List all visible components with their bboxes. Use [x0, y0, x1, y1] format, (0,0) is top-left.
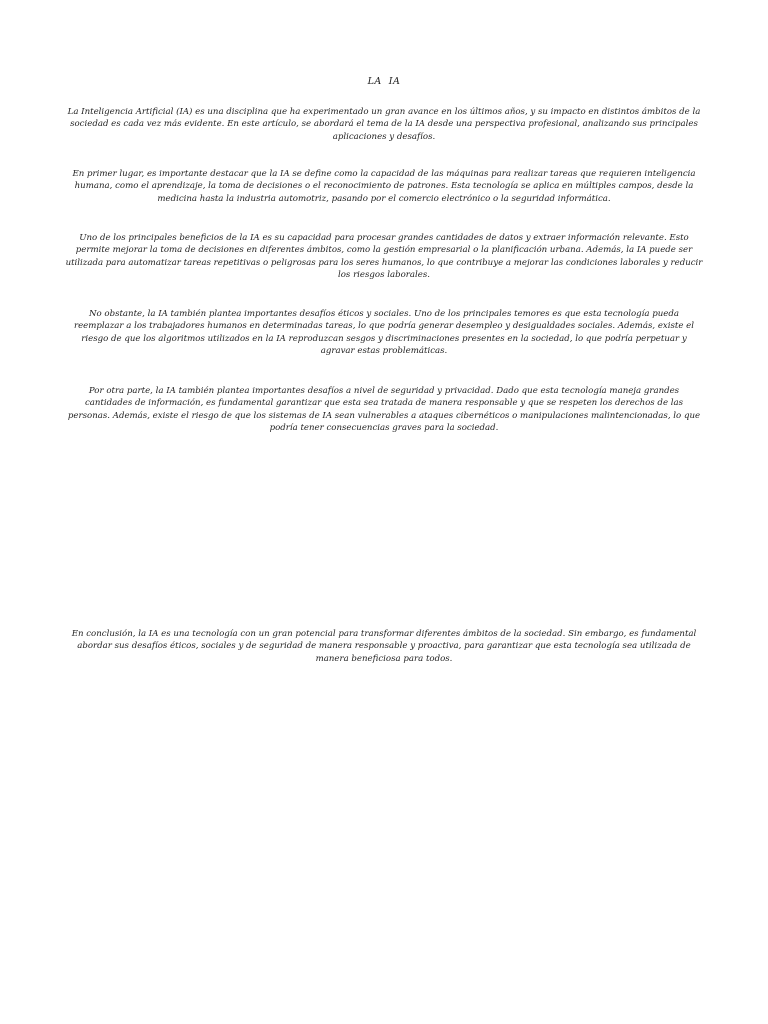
paragraph-definition: En primer lugar, es importante destacar que la IA se define como la capacidad de las máquinas para realizar tareas que requieren inteligencia humana, como el aprendizaje, la toma de decisiones o el reconocimiento de patrones. Esta tecnología se aplica en múltiples campos, desde la medicina hasta la industria automotriz, pasando por el comercio electrónico o la seguridad informática.: [72, 168, 696, 204]
paragraph-introduction: La Inteligencia Artificial (IA) es una disciplina que ha experimentado un gran avance en los últimos años, y su impacto en distintos ámbitos de la sociedad es cada vez más evidente. En este artículo, se abordará el tema de la IA desde una perspectiva profesional, analizando sus principales aplicaciones y desafíos.: [67, 106, 701, 142]
paragraph-conclusion: En conclusión, la IA es una tecnología con un gran potencial para transformar diferentes ámbitos de la sociedad. Sin embargo, es fundamental abordar sus desafíos éticos, sociales y de seguridad de manera responsable y proactiva, para garantizar que esta tecnología sea utilizada de manera beneficiosa para todos.: [71, 628, 697, 664]
paragraph-ethical-challenges: No obstante, la IA también plantea importantes desafíos éticos y sociales. Uno de los principales temores es que esta tecnología pueda reemplazar a los trabajadores humanos en determinadas tareas, lo que podría generar desempleo y desigualdades sociales. Además, existe el riesgo de que los algoritmos utilizados en la IA reproduzcan sesgos y discriminaciones presentes en la sociedad, lo que podría perpetuar y agravar estas problemáticas.: [73, 308, 695, 357]
paragraph-security-challenges: Por otra parte, la IA también plantea importantes desafíos a nivel de seguridad y privacidad. Dado que esta tecnología maneja grandes cantidades de información, es fundamental garantizar que esta sea tratada de manera responsable y que se respeten los derechos de las personas. Además, existe el riesgo de que los sistemas de IA sean vulnerables a ataques cibernéticos o manipulaciones malintencionadas, lo que podría tener consecuencias graves para la sociedad.: [67, 385, 701, 434]
paragraph-benefits: Uno de los principales beneficios de la IA es su capacidad para procesar grandes cantidades de datos y extraer información relevante. Esto permite mejorar la toma de decisiones en diferentes ámbitos, como la gestión empresarial o la planificación urbana. Además, la IA puede ser utilizada para automatizar tareas repetitivas o peligrosas para los seres humanos, lo que contribuye a mejorar las condiciones laborales y reducir los riesgos laborales.: [65, 232, 703, 281]
document-title: LA IA: [367, 76, 401, 87]
